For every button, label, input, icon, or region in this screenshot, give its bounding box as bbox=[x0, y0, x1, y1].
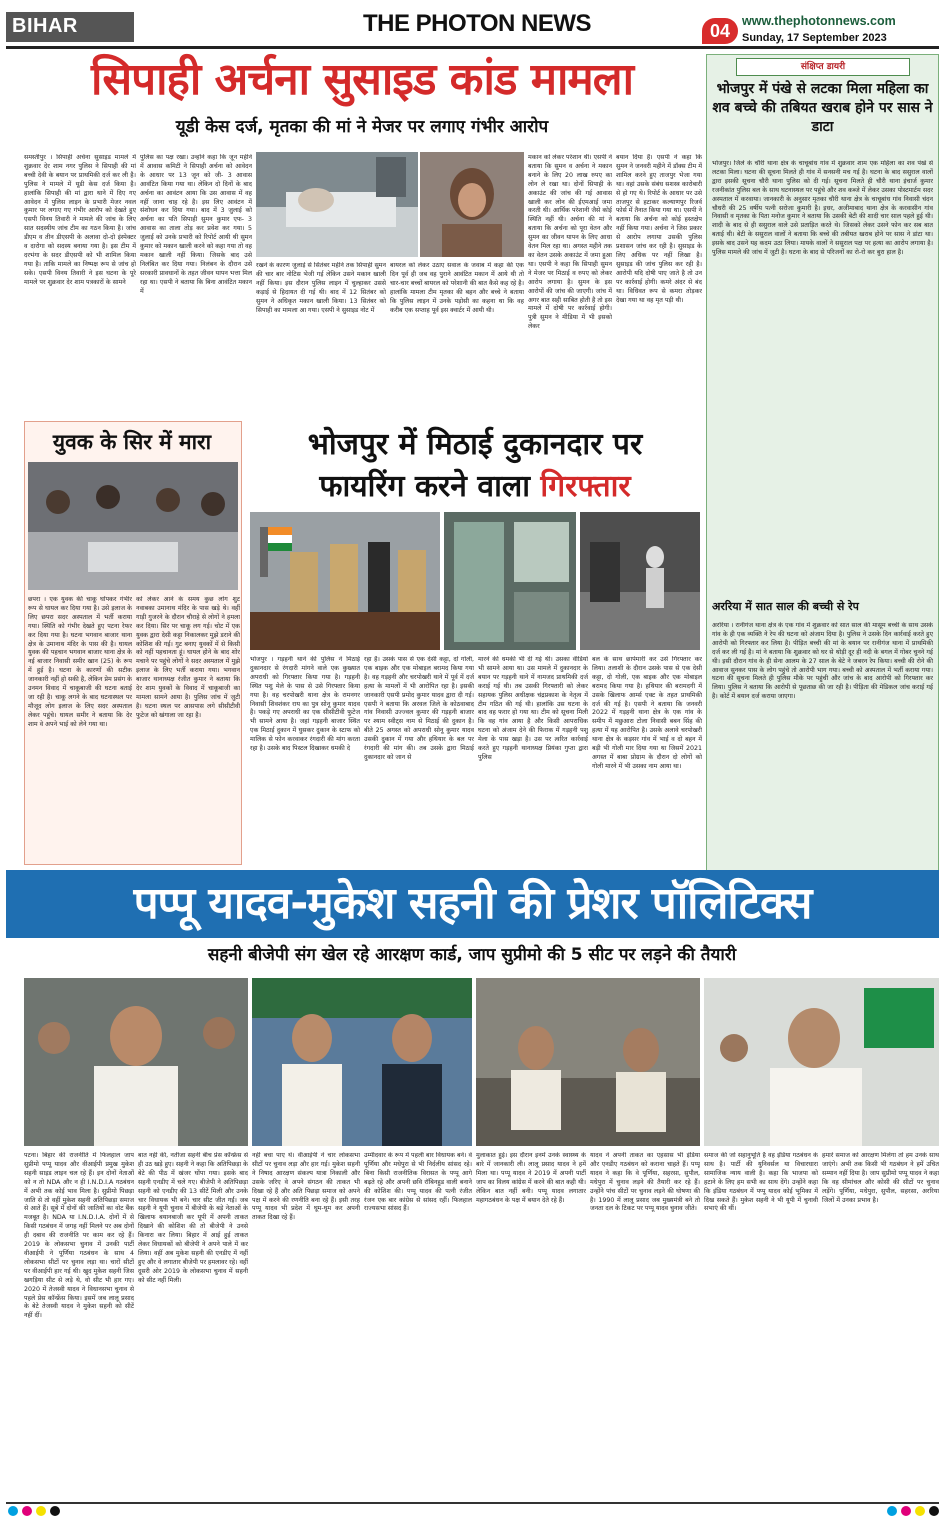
registration-mark bbox=[36, 1506, 46, 1516]
top-story-column: समस्तीपुर । सिपाही अर्चना सुसाइड मामले में शुक्रवार देर शाम नगर पुलिस ने सिपाही की मां बच्ची देवी के बयान पर प्राथमिकी दर्ज कर ली है। पुलिस ने मामले में यूडी केस दर्ज किया है। हालांकि सिपाही की मां द्वारा थाने में दिए गए आवेदन में पुलिस लाइन के प्रभारी मेजर नवल कुमार पर लगाए गए गंभीर आरोप को देखते हुए एसपी विनय तिवारी ने मामले की जांच के लिए सात सदस्यीय जांच टीम का गठन किया है। जांच डीएम व तीन डीएसपी के अलावा दो-दो इंस्पेक्टर व दारोगा को सदस्य बनाया गया है। इस टीम में दरभंगा के सदर डीएसपी को भी शामिल किया गया है। ताकि मामले का निष्पक्ष रूप से जांच हो सके। एसपी विनय तिवारी ने इस घटना के पूरे मामले पर शुक्रवार देर शाम पत्रकारों के सामने bbox=[24, 154, 136, 286]
top-story-column: बायरल को लेकर उठाए सवाल के जवाब में कहा की एक दिन पूर्व ही जब वह पुराने आवंटित मकान में आये थी तो चार-चार बच्चों बायरल को परेशानी की बात कैसे कह रहे है। हालांकि मामला टीम मृतका की बहन और बच्चे ने बताया कि पुलिस लाइन में उनके पड़ोसी का कहना था कि वह करीब एक सप्ताह पूर्व इस क्वार्टर में आयी थी। bbox=[390, 262, 524, 314]
registration-mark bbox=[50, 1506, 60, 1516]
center-story-column: रहा है। उसके पास से एक देसी कट्टा, दो गोली, एक बाइक और एक मोबाइल बरामद किया गया है। वह गड़हनी और चरपोखरी थाने में पूर्व में दर्ज हत्या के मामलों में भी आरोपित रहा है। इसकी जानकारी एसपी प्रमोद कुमार यादव द्वारा दी गई। एसपी ने बताया कि अरवल जिले के कोठवाबाद गांव निवासी उज्ज्वल कुमार की गड़हनी बाजार पर श्याम स्वीट्स नाम से मिठाई की दुकान है। बीते 25 अगस्त को अपराधी सोनू कुमार यादव उसकी दुकान में गया और हथियार के बल पर रंगदारी की मांग की। तब उसके द्वारा मिठाई दुकानदार को जान से bbox=[364, 656, 474, 761]
center-story-column: भोजपुर । गड़हनी थाने की पुलिस ने मिठाई दुकानदार से रंगदारी मांगने वाले एक कुख्यात अपराधी को गिरफ्तार किया गया है। गड़हनी स्थित पशु मेले के पास से उसे गिरफ्तार किया गया है। वह चरपोखरी थाना क्षेत्र के रामनगर निवासी शिवशंकर राय का पुत्र सोनू कुमार यादव है। पकड़े गए अपराधी का एक सीसीटीवी फुटेज भी सामने आया है। जहां गड़हनी बाजार स्थित एक मिठाई दुकान में घुसकर दुकान के स्टाफ को मालिक से फोन करवाकर रंगदारी की मांग करता रहा है। उसके बाद पिस्टल दिखाकर धमकी दे bbox=[250, 656, 360, 753]
sidebar-story-body: भोजपुर। जिले के चौरी थाना क्षेत्र के चाचूबांध गांव में शुक्रवार शाम एक महिला का शव पंखे से लटका मिला। घटना की सूचना मिलते ही गांव में सनसनी मच गई है। घटना के बाद ससुराल वालों द्वारा इसकी सूचना चौरी थाना पुलिस को दी गई। सूचना मिलते ही चौरी थाना इंचार्ज कुमार रजनीकांत पुलिस बल के साथ घटनास्थल पर पहुंचे और शव कब्जे में लेकर उसका पोस्टमार्टम सदर अस्पताल में करवाया। जानकारी के अनुसार मृतका चौरी थाना क्षेत्र के चाचूबांध गांव निवासी चंदन चौधरी की 25 वर्षीय पत्नी सरोजा कुमारी है। इधर, अजीमाबाद थाना क्षेत्र के करवासीन गांव निवासी व मृतका के पिता मनोज कुमार ने बताया कि उसकी बेटी की शादी चार साल पहले हुई थी। शादी के बाद से ही ससुराल वाले उसे प्रताड़ित करते थे। जिसको लेकर उसने फोन कर सब बात बताई थी। बेटी के ससुराल वालों ने बताया कि बच्चे की तबीयत खराब होने पर सास ने डांटा था। इसके बाद उसने यह कदम उठा लिया। मायके वालों ने ससुराल पक्ष पर हत्या का आरोप लगाया है। पुलिस मामले की जांच में जुटी है। घटना के बाद से परिजनों का रो-रो कर बुरा हाल है। bbox=[712, 160, 933, 257]
registration-mark bbox=[915, 1506, 925, 1516]
top-story-column: मकान को लेकर परेशान थी। एसपी ने बताया कि सुमन व अर्चना ने मकान बनाने के लिए 20 लाख रुपए का लोन ले रखा था। दोनों सिपाही के अकाउंट की जांच की गई आवास खाली कर लोन की ईएमआई जमा करती थी। आर्थिक परेशानी जैसे कोई स्थिति नहीं थी। अर्चना की मां ने बताया कि अर्चना को पूरा वेतन और सुमन का जीवन यापन के लिए आधा वेतन मिल रहा था। अगस्त महीने तक का वेतन उसके अकाउंट में जमा हुआ था। एसपी ने कहा कि सिपाही सुमन ने मेजर पर मिठाई व रुपए को लेकर आरोप लगाया है। सुमन के इस आरोपों की जांच की जाएगी। जांच में अगर बात सही साबित होती है तो इस मामले में दोषी पर कार्रवाई होगी। पुत्री सुमन ने मीडिया में भी इसको लेकर bbox=[528, 154, 612, 331]
bottom-story-subhead: सहनी बीजेपी संग खेल रहे आरक्षण कार्ड, जाप सुप्रीमो की 5 सीट पर लड़ने की तैयारी bbox=[207, 945, 737, 965]
bottom-story-column: उम्मीदवार के रूप में पहली बार विधायक बने। वे पूर्णिया और मधेपुरा से भी निर्दलीय सांसद रहे। बिना किसी राजनीतिक विरासत के पप्पू आगे बढ़ते रहे और अपनी छवि रॉबिनहुड वाली बनाने की कोशिश की। पप्पू यादव की पत्नी रंजीत रंजन एक बार कांग्रेस से सांसद रहीं। फिलहाल राज्यसभा सांसद हैं। bbox=[364, 1152, 472, 1213]
sidebar-tag: संक्षिप्त डायरी bbox=[736, 58, 910, 76]
site-url[interactable]: www.thephotonnews.com bbox=[742, 14, 896, 28]
center-story-column: मारने की धमकी भी दी गई थी। उसका वीडियो भी सामने आया था। उस मामले में दुकानदार के बयान पर गड़हनी थाने में नामजद प्राथमिकी दर्ज कराई गई थी। तब उसकी गिरफ्तारी को लेकर सहायक पुलिस अधीक्षक चंद्रप्रकाश के नेतृत्व में टीम गठित की गई थी। हालांकि उस घटना के बाद वह फरार हो गया था। टीम को सूचना मिली कि वह गांव आया है और किसी आपराधिक घटना को अंजाम देने की फिराक में गड़हनी पशु मेला के पास खड़ा है। उस पर त्वरित कार्रवाई करते हुए गड़हनी थानाध्यक्ष प्रियंका गुप्ता द्वारा पुलिस bbox=[478, 656, 588, 761]
top-story-column: पुलिस का पक्ष रखा। उन्होंने कहा कि जून महीने में आवास कमिटी ने सिपाही अर्चना को आवेदन के आधार पर 13 जून को जी- 3 आवास आवंटित किया गया था। लेकिन दो दिनों के बाद अर्चना का आवंटन आया कि उस आवास में वह नहीं जाना चाह रहे है। इस लिए आवंटन में संशोधन कर दिया गया। बाद में 3 जुलाई को अर्चना का पति सिपाही सुमन कुमार एफ- 3 आवास का ताला तोड़ कर प्रवेश कर गया। 5 जुलाई को उनके प्रभारी को रिपोर्ट आयी थी सुमन कुमार को मकान खाली करने को कहा गया तो वह मकान खाली नहीं किया। जिसके बाद उसे निलंबित कर दिया गया। निलंबन के दौरान उसे सरकारी प्रावधानों के तहत जीवन यापन भत्ता मिल रहा था। एसपी ने बताया कि बिना आवंटित मकान में bbox=[140, 154, 252, 295]
bottom-story-column: मुलाकात हुई। इस दौरान इनमें उनके स्वास्थ्य के बारे में जानकारी ली। लालू प्रसाद यादव ने हमें मिला था। पप्पू यादव ने 2019 में अपनी पार्टी जाप का विलय कांग्रेस में करने की बात कही थी। लेकिन बात नहीं बनी। पप्पू यादव लगातार महागठबंधन के पक्ष में बयान देते रहे हैं। bbox=[476, 1152, 586, 1204]
bottom-story-column: नहीं बचा पाए थे। वीआईपी ने चार लोकसभा सीटों पर चुनाव लड़ा और हार गई। मुकेश सहनी ने निषाद आरक्षण संकल्प यात्रा निकाली और उसके जरिए वे अपने संगठन की ताकत भी दिखा रहे हैं और अति पिछड़ा समाज को अपने पक्ष में करने की रणनीति बना रहे हैं। इसी तरह पप्पू यादव भी प्रदेश में घूम-घूम कर अपनी ताकत दिखा रहे हैं। bbox=[252, 1152, 360, 1222]
bottom-story-column: समाज की जो सहानुभूति है वह इंडिया गठबंधन के साथ है। पार्टी की युनिवर्सल या विचारधारा सामाजिक न्याय वाली है। कहा कि भाजपा को हटाने के लिए हम सभी का साथ देंगे। उन्होंने कहा कि इंडिया गठबंधन में पप्पू यादव कोई भूमिका में दिख सकते हैं। मुकेश सहनी ने भी यूपी में चुनावी सभाएं की थीं। bbox=[704, 1152, 818, 1213]
left-story-column: को लेकर आने के समय कुछ लोग शुट नवाबका उमानाथ मंदिर के पास खड़े थे। वहीं गाड़ी गुजरने के दौरान चौराहे से लोगों ने हमला कर दिया। सिर पर चाकू लग गई। चोट में एक युवक द्वारा देसी कट्टा निकालकर मुझे डराने की कोशिश की गई। गुट बनाए युवकों में से किसी को नहीं पहचानता हूं। घायल होने के बाद शोर मचाने पर पहुंचे लोगों ने सदर अस्पताल में मुझे इलाज के लिए भर्ती कराया गया। भगवान बाजार थानाध्यक्ष रंजीत कुमार ने बताया कि देर शाम युवकों के विवाद में चाकूबाजी का मामला सामने आया है। पुलिस जांच में जुटी है। घटना स्थल पर आसपास लगे सीसीटीवी फुटेज को खंगाला जा रहा है। bbox=[136, 596, 240, 719]
archana-photo bbox=[420, 152, 524, 257]
top-story-column: बयान दिया है। एसपी ने कहा कि सुमन ने जनवरी महीने में डॉक्स टीम में शामिल करने हुए ताजपुर भेजा गया था। वहां उसके संबंध सशस्त्र कारोबारी से हो गए थे। रिपोर्ट के आधार पर उसे ताजपुर से हटाकर कल्याणपुर रिजर्व फोर्स में तैनात किया गया था। एसपी ने बताया कि अर्चना को कोई हस्तक्षेप नहीं किया गया। अर्चना ने जिस प्रकार से आरोप लगाया उसकी पुलिस प्रशासन जांच कर रही है। सुसाइड के लिए अधिक पर नहीं लिखा है। सुसाइड की जांच पुलिस कर रही है। आरोपी यदि दोषी पाए जाते है तो उन पर कार्रवाई होगी। कमरे अंदर से बंद था। विधिवत रूप से कमरा तोड़कर देखा गया था वह मृत पड़ी थी। bbox=[616, 154, 702, 304]
hospital-photo bbox=[256, 152, 418, 257]
bottom-rule bbox=[6, 1502, 939, 1504]
bottom-story-column: हमारे समाज को आरक्षण मिलेगा तो हम उनके साथ जाएंगे। अभी तक किसी भी गठबंधन ने हमें उचित सम्मान नहीं दिया है। जाप सुप्रीमो पप्पू यादव ने कहा कि वह सीमांचल और कोसी की सीटों पर चुनाव लड़ेंगे। पूर्णिया, मधेपुरा, सुपौल, सहरसा, अररिया जिलों में उनका प्रभाव है। bbox=[822, 1152, 939, 1204]
left-story-headline: युवक के सिर में मारा bbox=[52, 430, 212, 454]
cctv-street-photo bbox=[580, 512, 700, 650]
registration-mark bbox=[8, 1506, 18, 1516]
sidebar-story-headline: अररिया में सात साल की बच्ची से रेप bbox=[712, 600, 859, 613]
top-story-column: रखने के कारण जुलाई से सितंबर महीने तक सिपाही सुमन की चार बार नोटिस भेजी गई लेकिन उसने मकान खाली नहीं किया। इस दौरान पुलिस लाइन में चुल्हाकर उससे कड़ाई से हिदायत दी गई थी। बाद में 12 सितंबर को सुमन ने अधिकृत मकान खाली किया। 13 सितंबर को सिपाही का मामला आ गया। एसपी ने सुसाइड नोट में bbox=[256, 262, 386, 314]
top-story-subhead: यूडी केस दर्ज, मृतका की मां ने मेजर पर लगाए गंभीर आरोप bbox=[175, 117, 549, 137]
pappu-press-photo bbox=[704, 978, 939, 1146]
registration-mark bbox=[887, 1506, 897, 1516]
registration-mark bbox=[22, 1506, 32, 1516]
lalu-meeting-photo bbox=[476, 978, 700, 1146]
left-story-column: छपरा । एक युवक की चाकू घोंपकर गंभीर रूप से घायल कर दिया गया है। उसे इलाज के लिए छपरा सदर अस्पताल में भर्ती कराया गया। स्थिति को गंभीर देखते हुए पटना रेफर कर दिया गया है। घटना भगवान बाजार थाना क्षेत्र के उमानाथ मंदिर के पास की है। घायल युवक की पहचान भगवान बाजार थाना क्षेत्र के नई बाजार निवासी समीर खान (25) के रूप में हुई है। घटना के कारणों की सटीक जानकारी नहीं हो सकी है, लेकिन प्रेम प्रसंग के उनमन विवाद में चाकूबाजी की घटना बताई जा रही है। चाकू लगने के बाद घटनास्थल पर मौजूद लोग इलाज के लिए सदर अस्पताल लेकर पहुंचे। घायल समीर ने बताया कि देर शाम वे अपने भाई को लेने गया था। bbox=[28, 596, 132, 728]
bottom-story-column: पटना। बिहार की राजनीति में फिलहाल जाप सुप्रीमो पप्पू यादव और वीआईपी प्रमुख मुकेश सहनी साइड लाइन चल रहे हैं। इन दोनों नेताओं को न तो NDA और न ही I.N.D.I.A गठबंधन में अभी तक कोई भाव मिला है। सुप्रीमो पिछड़ा जाति से तो वहीं मुकेश सहनी अतिपिछड़ा समाज से आते हैं। सूबे में दोनों की जातियों का वोट बैंक मजबूत है। NDA या I.N.D.I.A. दोनों में से किसी गठबंधन में जगह नहीं मिलने पर अब दोनों ही दबाव की राजनीति पर काम कर रहे हैं। 2019 के लोकसभा चुनाव में उनकी पार्टी वीआईपी ने पूर्णिया गठबंधन के साथ 4 लोकसभा सीटों पर चुनाव लड़ा था। चारों सीटों पर वीआईपी हार गई थी। खुद मुकेश सहनी जिस खगड़िया सीट से लड़े थे, वो सीट भी हार गए। 2020 में तेजस्वी यादव ने विधानसभा चुनाव से पहले प्रेस कॉन्फ्रेंस किया। इसमें जब लालू प्रसाद के बेटे तेजस्वी यादव ने मुकेश सहनी को सीटें नहीं दीं। bbox=[24, 1152, 134, 1320]
cctv-shop-photo bbox=[444, 512, 576, 650]
bottom-story-column: यादव ने अपनी ताकत का एहसास भी इंडिया और एनडीए गठबंधन को कराना चाहते हैं। पप्पू यादव ने कहा कि वे पूर्णिया, सहरसा, सुपौल, मधेपुरा में चुनाव लड़ने की तैयारी कर रहे हैं। उन्होंने पांच सीटों पर चुनाव लड़ने की घोषणा की है। 1990 में लालू प्रसाद जब मुख्यमंत्री बने तो जनता दल के टिकट पर पप्पू यादव चुनाव जीते। bbox=[590, 1152, 700, 1213]
center-story-headline: भोजपुर में मिठाई दुकानदार पर bbox=[307, 427, 643, 462]
sidebar-story-headline: भोजपुर में पंखे से लटका मिला महिला का शव बच्चे की तबियत खराब होने पर सास ने डाटा bbox=[712, 81, 933, 135]
registration-mark bbox=[901, 1506, 911, 1516]
section-tag: BIHAR bbox=[6, 12, 134, 42]
header-rule bbox=[6, 46, 939, 49]
center-headline-highlight: गिरफ्तार bbox=[540, 469, 631, 504]
pappu-yadav-photo bbox=[24, 978, 248, 1146]
registration-mark bbox=[929, 1506, 939, 1516]
center-headline-part: फायरिंग करने वाला bbox=[319, 469, 541, 504]
bottom-story-headline: पप्पू यादव-मुकेश सहनी की प्रेशर पॉलिटिक्स bbox=[133, 878, 812, 929]
top-story-headline: सिपाही अर्चना सुसाइड कांड मामला bbox=[91, 54, 633, 105]
sidebar-story-body: अररिया । रानीगंज थाना क्षेत्र के एक गांव में शुक्रवार को सात साल की मासूम बच्ची के साथ उसके गांव के ही एक व्यक्ति ने रेप की घटना को अंजाम दिया है। पुलिस ने उसके दिन कार्रवाई करते हुए आरोपी को गिरफ्तार कर लिया है। पीड़ित बच्ची की मां के बयान पर रानीगंज थाना में प्राथमिकी दर्ज कर ली गई है। मां ने बताया कि शुक्रवार को घर से थोड़ी दूर ही नदी के बगल में गोबर चुनने गई थी। इसी दौरान गांव के ही सेना आलम के 27 साल के बेटे ने जबरन रेप किया। बच्ची की रोने की आवाज सुनकर पास के लोग पहुंचे तो आरोपी भाग गया। बच्ची को अस्पताल में भर्ती कराया गया। घटना की सूचना मिलते ही पुलिस मौके पर पहुंची और जांच के बाद आरोपी को गिरफ्तार कर लिया। पुलिस ने बताया कि आरोपी से पूछताछ की जा रही है। पीड़िता की मेडिकल जांच कराई गई है। कोर्ट में बयान दर्ज कराया जाएगा। bbox=[712, 622, 933, 701]
hospital-crowd-photo bbox=[28, 462, 238, 590]
masthead: THE PHOTON NEWS bbox=[362, 10, 592, 37]
sahni-tejashwi-photo bbox=[252, 978, 472, 1146]
center-story-column: बल के साथ छापेमारी कर उसे गिरफ्तार कर लिया। तलाशी के दौरान उसके पास से एक देसी कट्टा, दो गोली, एक बाइक और एक मोबाइल बरामद किया गया है। हथियार की बरामदगी में उसके खिलाफ आर्म्स एक्ट के तहत प्राथमिकी दर्ज की गई है। एसपी ने बताया कि जनवरी 2022 में गड़हनी थाना क्षेत्र के एक गांव के समीप में मछुआरा टोला निवासी बबन सिंह की हत्या में यह आरोपित है। उसके अलावे चरपोखरी थाना क्षेत्र के कड़सर गांव में भाई व दो बहन में बड़ी भी गोली मार दिया गया था जिसमें 2021 अगस्त में बाबा प्रोग्राम के दौरान दो लोगों को गोली मारने में भी उसका नाम आया था। bbox=[592, 656, 702, 770]
center-story-headline-line2 bbox=[250, 466, 700, 508]
date-line: Sunday, 17 September 2023 bbox=[742, 32, 887, 44]
bottom-story-column: बात नहीं की, नतीजा सहनी बीच प्रेस कॉन्फ्रेंस से ही उठ खड़े हुए। सहनी ने कहा कि अतिपिछड़ा के बेटे की पीठ में खंजर घोंपा गया। इसके बाद सहनी एनडीए में चले गए। बीजेपी ने अतिपिछड़ा सहनी को एनडीए की 13 सीटें मिली और उनके चार विधायक भी बने। चार सीट जीत गईं। जब सहनी ने यूपी चुनाव में बीजेपी के बड़े नेताओं के खिलाफ बयानबाजी कर यूपी में अपनी ताकत दिखाने की कोशिश की तो बीजेपी ने उनसे किनारा कर लिया। बिहार में आई हुई ताकत लेकर विधायकों को बीजेपी ने अपने पाले में कर लिया। वहीं अब मुकेश सहनी की एनडीए में नहीं हुए और वे लगातार बीजेपी पर हमलावर रहे। वहीं दूसरी ओर 2019 के लोकसभा चुनाव में सहनी को सीट नहीं मिली। bbox=[138, 1152, 248, 1284]
page-number: 04 bbox=[702, 18, 738, 44]
police-press-photo bbox=[250, 512, 440, 650]
